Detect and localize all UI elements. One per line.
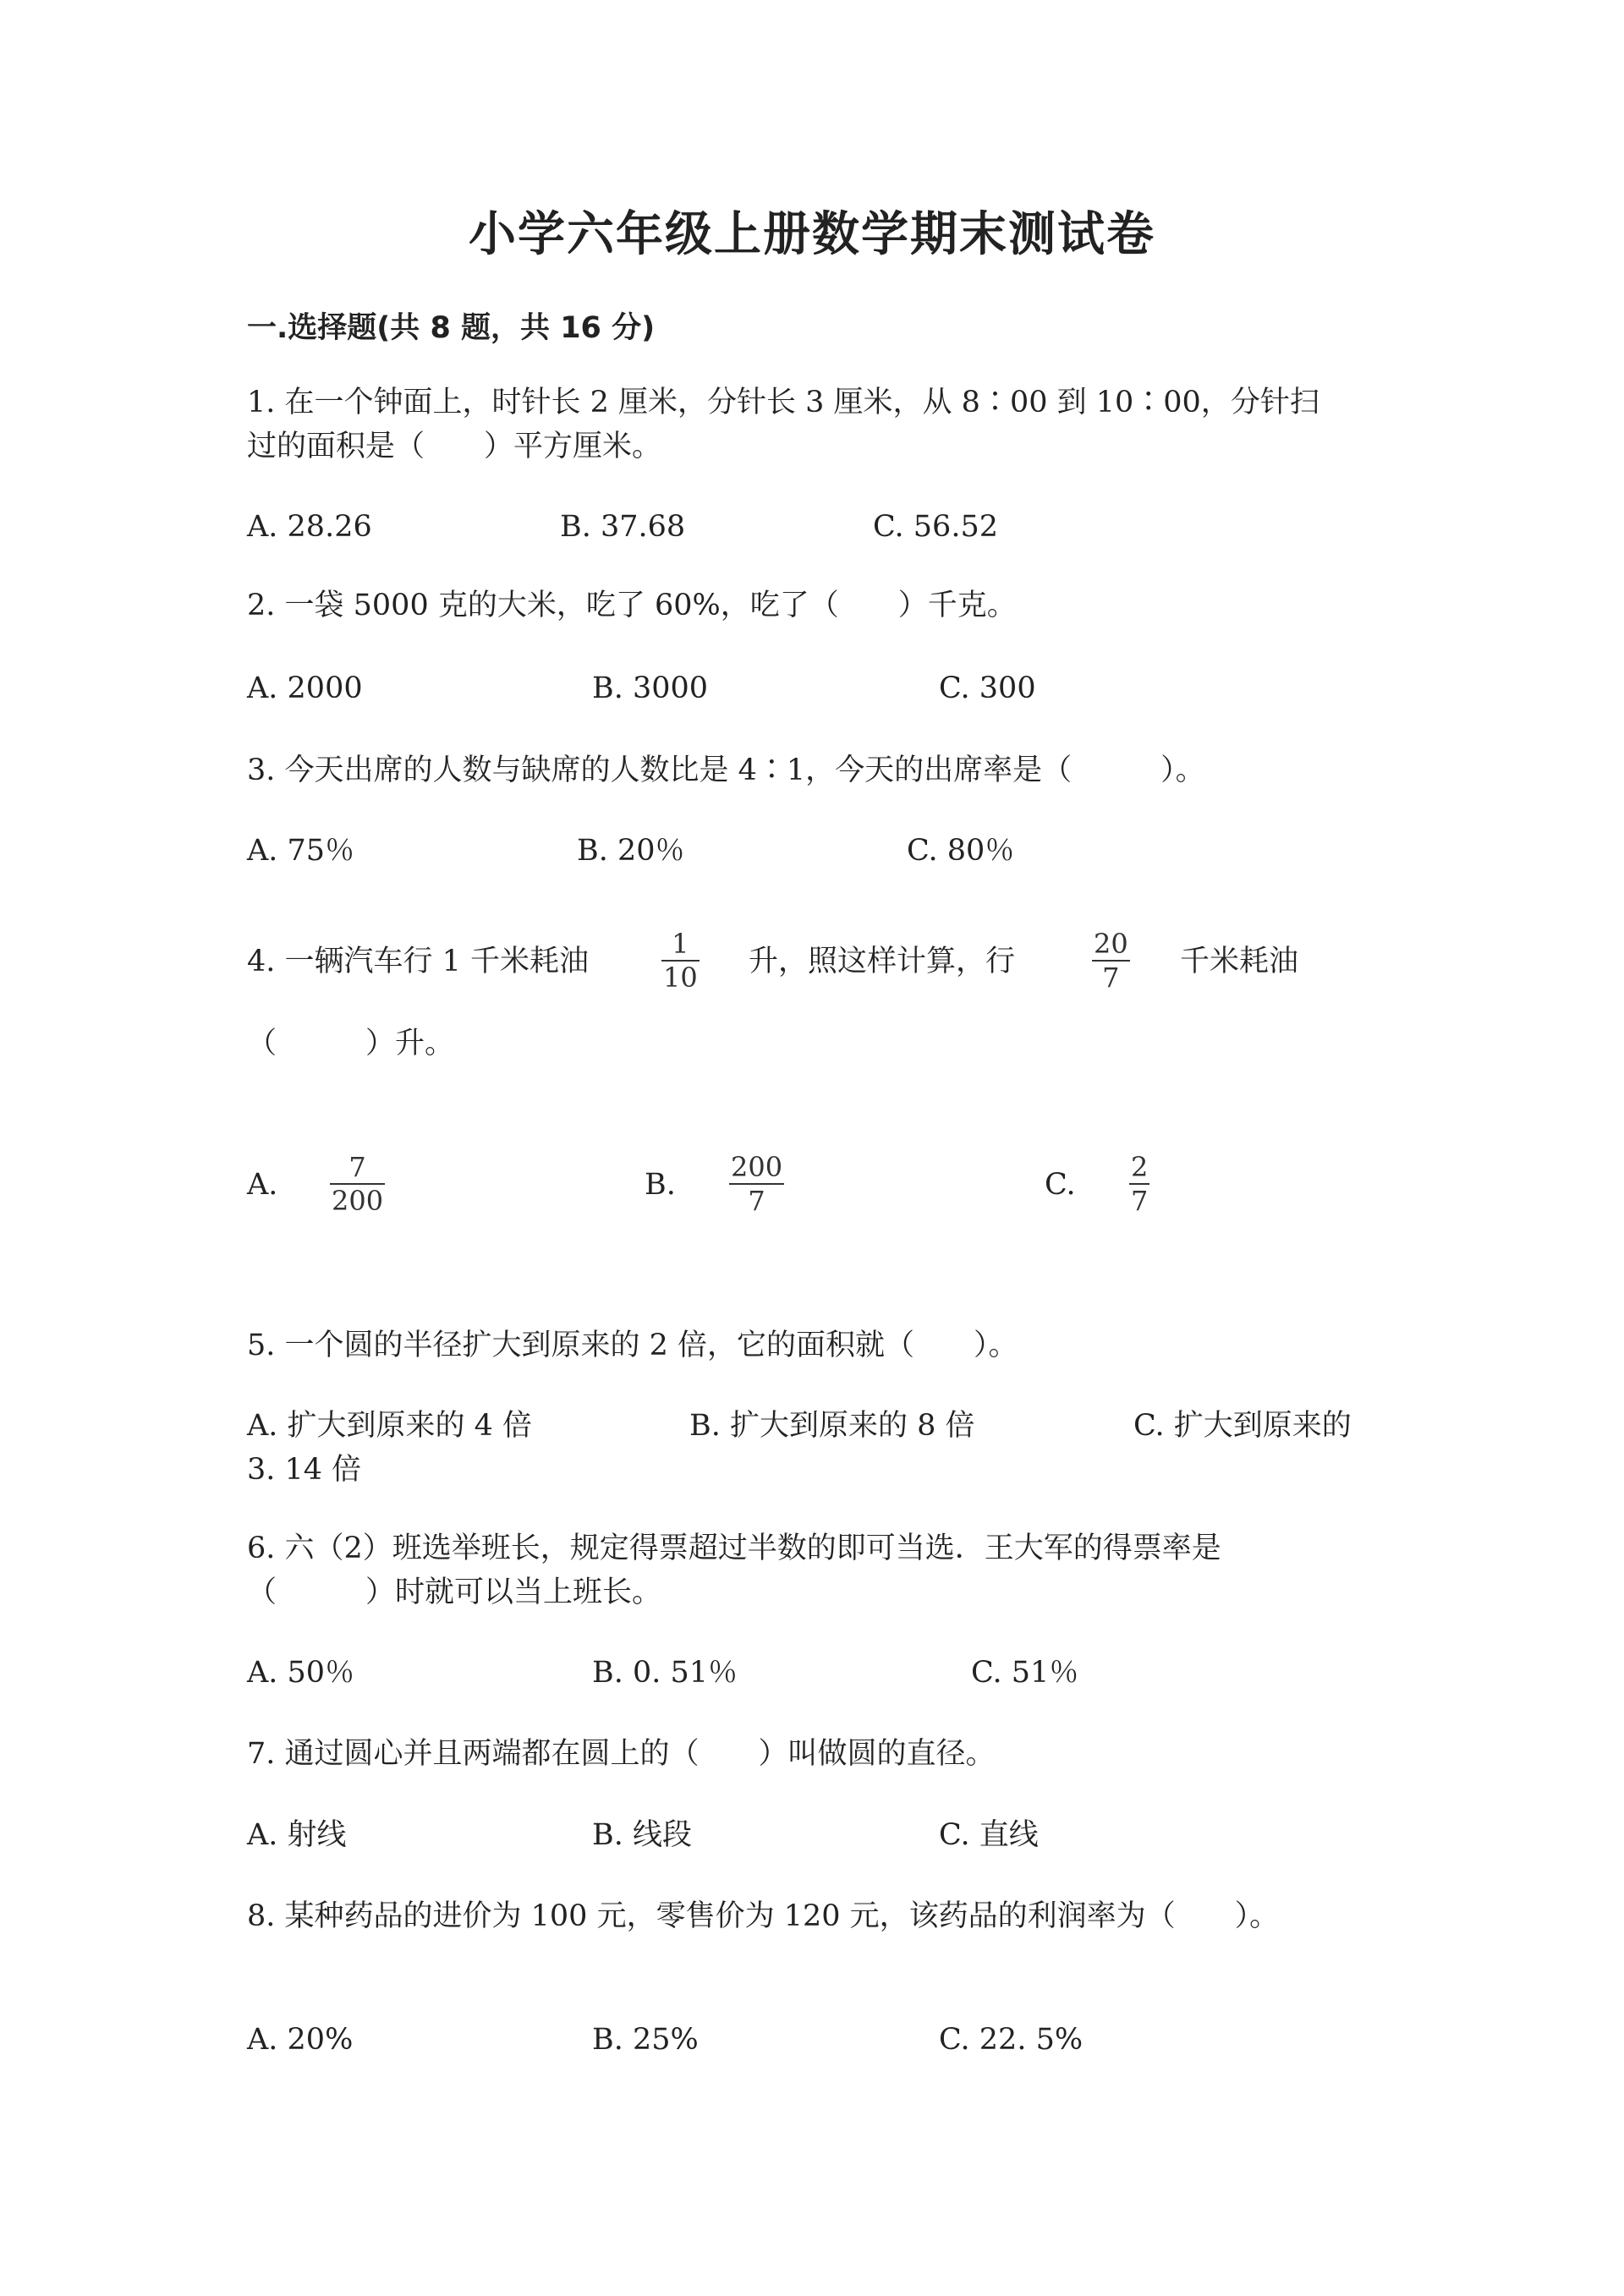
option-3b: B. 20％ (577, 834, 685, 868)
question-5: 5. 一个圆的半径扩大到原来的 2 倍，它的面积就（ ）。 (247, 1329, 1018, 1362)
option-4c-fraction (1129, 1152, 1149, 1216)
fraction-denominator: 7 (1102, 962, 1120, 994)
option-6b: B. 0. 51％ (592, 1656, 738, 1690)
option-2c: C. 300 (939, 671, 1036, 705)
question-4-part2: 升，照这样计算，行 (749, 945, 1016, 978)
option-5c-continuation: 3. 14 倍 (247, 1453, 362, 1487)
fraction-numerator: 200 (731, 1151, 783, 1183)
fraction-numerator: 2 (1131, 1151, 1149, 1183)
question-4-part1: 4. 一辆汽车行 1 千米耗油 (247, 945, 590, 978)
option-4a-fraction (330, 1152, 385, 1216)
fraction-numerator: 7 (348, 1151, 366, 1183)
fraction-20-7 (1092, 929, 1130, 993)
question-7: 7. 通过圆心并且两端都在圆上的（ ）叫做圆的直径。 (247, 1737, 996, 1771)
question-3: 3. 今天出席的人数与缺席的人数比是 4∶1，今天的出席率是（ ）。 (247, 753, 1205, 787)
question-1-line2: 过的面积是（ ）平方厘米。 (247, 430, 662, 463)
fraction-1-10 (661, 929, 700, 993)
option-7c: C. 直线 (939, 1818, 1039, 1852)
question-1 (247, 381, 1389, 469)
question-8: 8. 某种药品的进价为 100 元，零售价为 120 元，该药品的利润率为（ ）。 (247, 1899, 1280, 1933)
option-8b: B. 25% (592, 2023, 699, 2057)
question-2: 2. 一袋 5000 克的大米，吃了 60%，吃了（ ）千克。 (247, 589, 1017, 622)
page-title: 小学六年级上册数学期末测试卷 (469, 207, 1155, 262)
option-4b-fraction (729, 1152, 784, 1216)
option-5a: A. 扩大到原来的 4 倍 (247, 1409, 533, 1443)
option-6a: A. 50％ (247, 1656, 355, 1690)
option-2b: B. 3000 (592, 671, 709, 705)
fraction-denominator: 10 (663, 962, 698, 994)
fraction-denominator: 200 (332, 1185, 384, 1217)
option-7a: A. 射线 (247, 1818, 347, 1852)
question-4-line2: （ ）升。 (247, 1027, 455, 1060)
question-1-line1: 1. 在一个钟面上，时针长 2 厘米，分针长 3 厘米，从 8∶00 到 10∶00，分针扫 (247, 386, 1320, 419)
option-1a: A. 28.26 (247, 510, 372, 544)
question-6-line1: 6. 六（2）班选举班长，规定得票超过半数的即可当选．王大军的得票率是 (247, 1532, 1221, 1565)
option-4b-label: B. (645, 1168, 676, 1202)
fraction-denominator: 7 (748, 1185, 765, 1217)
option-8a: A. 20% (247, 2023, 354, 2057)
option-1c: C. 56.52 (873, 510, 998, 544)
option-5c: C. 扩大到原来的 (1133, 1409, 1352, 1443)
option-4c-label: C. (1045, 1168, 1076, 1202)
option-5b: B. 扩大到原来的 8 倍 (689, 1409, 975, 1443)
question-4-part3: 千米耗油 (1180, 945, 1299, 978)
option-7b: B. 线段 (592, 1818, 692, 1852)
option-3c: C. 80％ (907, 834, 1015, 868)
option-8c: C. 22. 5% (939, 2023, 1084, 2057)
question-6-line2: （ ）时就可以当上班长。 (247, 1575, 662, 1609)
option-6c: C. 51％ (971, 1656, 1079, 1690)
fraction-numerator: 20 (1094, 928, 1128, 960)
question-6 (247, 1526, 1389, 1614)
option-3a: A. 75％ (247, 834, 355, 868)
option-1b: B. 37.68 (560, 510, 686, 544)
section-heading: 一.选择题(共 8 题，共 16 分) (247, 311, 656, 345)
fraction-denominator: 7 (1131, 1185, 1149, 1217)
option-4a-label: A. (247, 1168, 278, 1202)
fraction-numerator: 1 (672, 928, 689, 960)
option-2a: A. 2000 (247, 671, 363, 705)
